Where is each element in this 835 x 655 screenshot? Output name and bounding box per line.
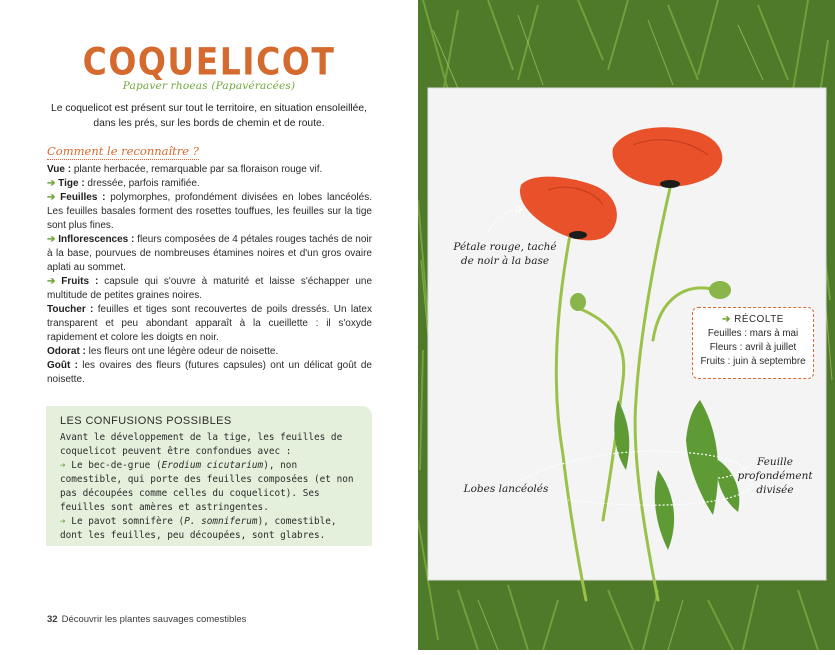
feuilles-paragraph [47, 191, 372, 233]
recolte-title: RÉCOLTE [734, 314, 784, 325]
latin-somniferum: P. somniferum [184, 516, 258, 527]
vue-paragraph [47, 163, 372, 177]
page-number: 32 [47, 614, 58, 625]
fruits-label: Fruits : [61, 276, 99, 287]
fruits-text: capsule qui s'ouvre à maturité et laisse s'échapper une multitude de petites graines noires. [47, 276, 373, 301]
gout-label: Goût : [47, 360, 78, 371]
arrow-icon: ➔ [47, 276, 56, 287]
odorat-paragraph [47, 345, 372, 359]
latin-name: Papaver rhoeas (Papavéracées) [122, 80, 296, 92]
arrow-icon: ➔ [47, 178, 56, 189]
page-title: COQUELICOT [82, 39, 336, 84]
page-footer [47, 614, 246, 625]
tige-label: Tige : [58, 178, 85, 189]
confusions-intro: Avant le développement de la tige, les feuilles de coquelicot peuvent être confondues avec : [60, 432, 343, 457]
confusion-item-pavot: ➔ Le pavot somnifère (P. somniferum), comestible, dont les feuilles, peu découpées, sont glabres. [60, 516, 337, 541]
fruits-paragraph [47, 275, 372, 303]
recolte-feuilles: Feuilles : mars à mai [707, 328, 799, 339]
recolte-fruits: Fruits : juin à septembre [700, 356, 806, 367]
odorat-label: Odorat : [47, 346, 86, 357]
gout-text: les ovaires des fleurs (futures capsules) ont un délicat goût de noisette. [47, 360, 372, 385]
toucher-paragraph [47, 303, 372, 345]
confusions-box [46, 406, 372, 546]
vue-text: plante herbacée, remarquable par sa floraison rouge vif. [71, 164, 323, 175]
arrow-icon: ➔ [60, 460, 66, 471]
toucher-label: Toucher : [47, 304, 94, 315]
annotation-petale: Pétale rouge, taché de noir à la base [453, 241, 557, 267]
annotation-feuille: Feuille profondément divisée [737, 456, 813, 496]
feuilles-label: Feuilles : [60, 192, 106, 203]
latin-erodium: Erodium cicutarium [161, 460, 264, 471]
confusions-title: LES CONFUSIONS POSSIBLES [60, 415, 232, 427]
tige-text: dressée, parfois ramifiée. [84, 178, 200, 189]
vue-label: Vue : [47, 164, 72, 175]
feuilles-text: polymorphes, profondément divisées en lobes lancéolés. Les feuilles basales forment des rosettes touffues, les feuilles sur la tige sont plus fines. [47, 192, 372, 231]
toucher-text: feuilles et tiges sont recouvertes de poils dressés. Un latex transparent et peu abondant apparaît à la cueillette : il s'oxyde rapidement et colore les doigts en noir. [47, 304, 372, 343]
book-title: Découvrir les plantes sauvages comestibles [61, 614, 247, 625]
odorat-text: les fleurs ont une légère odeur de noisette. [85, 346, 279, 357]
intro-paragraph: Le coquelicot est présent sur tout le territoire, en situation ensoleillée, dans les prés, sur les bords de chemin et de route. [51, 103, 367, 129]
arrow-icon: ➔ [47, 234, 56, 245]
left-page [0, 0, 418, 650]
arrow-icon: ➔ [722, 314, 731, 325]
inflorescences-text: fleurs composées de 4 pétales rouges tachés de noir à la base, pourvues de nombreuses étamines noires et d'un gros ovaire aplati au sommet. [47, 234, 372, 273]
description-text [47, 163, 372, 387]
confusions-text [60, 431, 360, 543]
arrow-icon: ➔ [47, 192, 56, 203]
section-heading: Comment le reconnaître ? [47, 144, 199, 158]
confusion-item-bec-de-grue: ➔ Le bec-de-grue (Erodium cicutarium), non comestible, qui porte des feuilles composées (et non pas découpées comme celles du coquelicot). Ses feuilles sont amères et astringentes. [60, 460, 354, 513]
inflorescences-paragraph [47, 233, 372, 275]
annotation-lobes: Lobes lancéolés [463, 483, 549, 495]
recolte-fleurs: Fleurs : avril à juillet [709, 342, 797, 353]
recolte-box [692, 307, 814, 379]
arrow-icon: ➔ [60, 516, 66, 527]
inflorescences-label: Inflorescences : [58, 234, 135, 245]
tige-paragraph [47, 177, 372, 191]
gout-paragraph [47, 359, 372, 387]
